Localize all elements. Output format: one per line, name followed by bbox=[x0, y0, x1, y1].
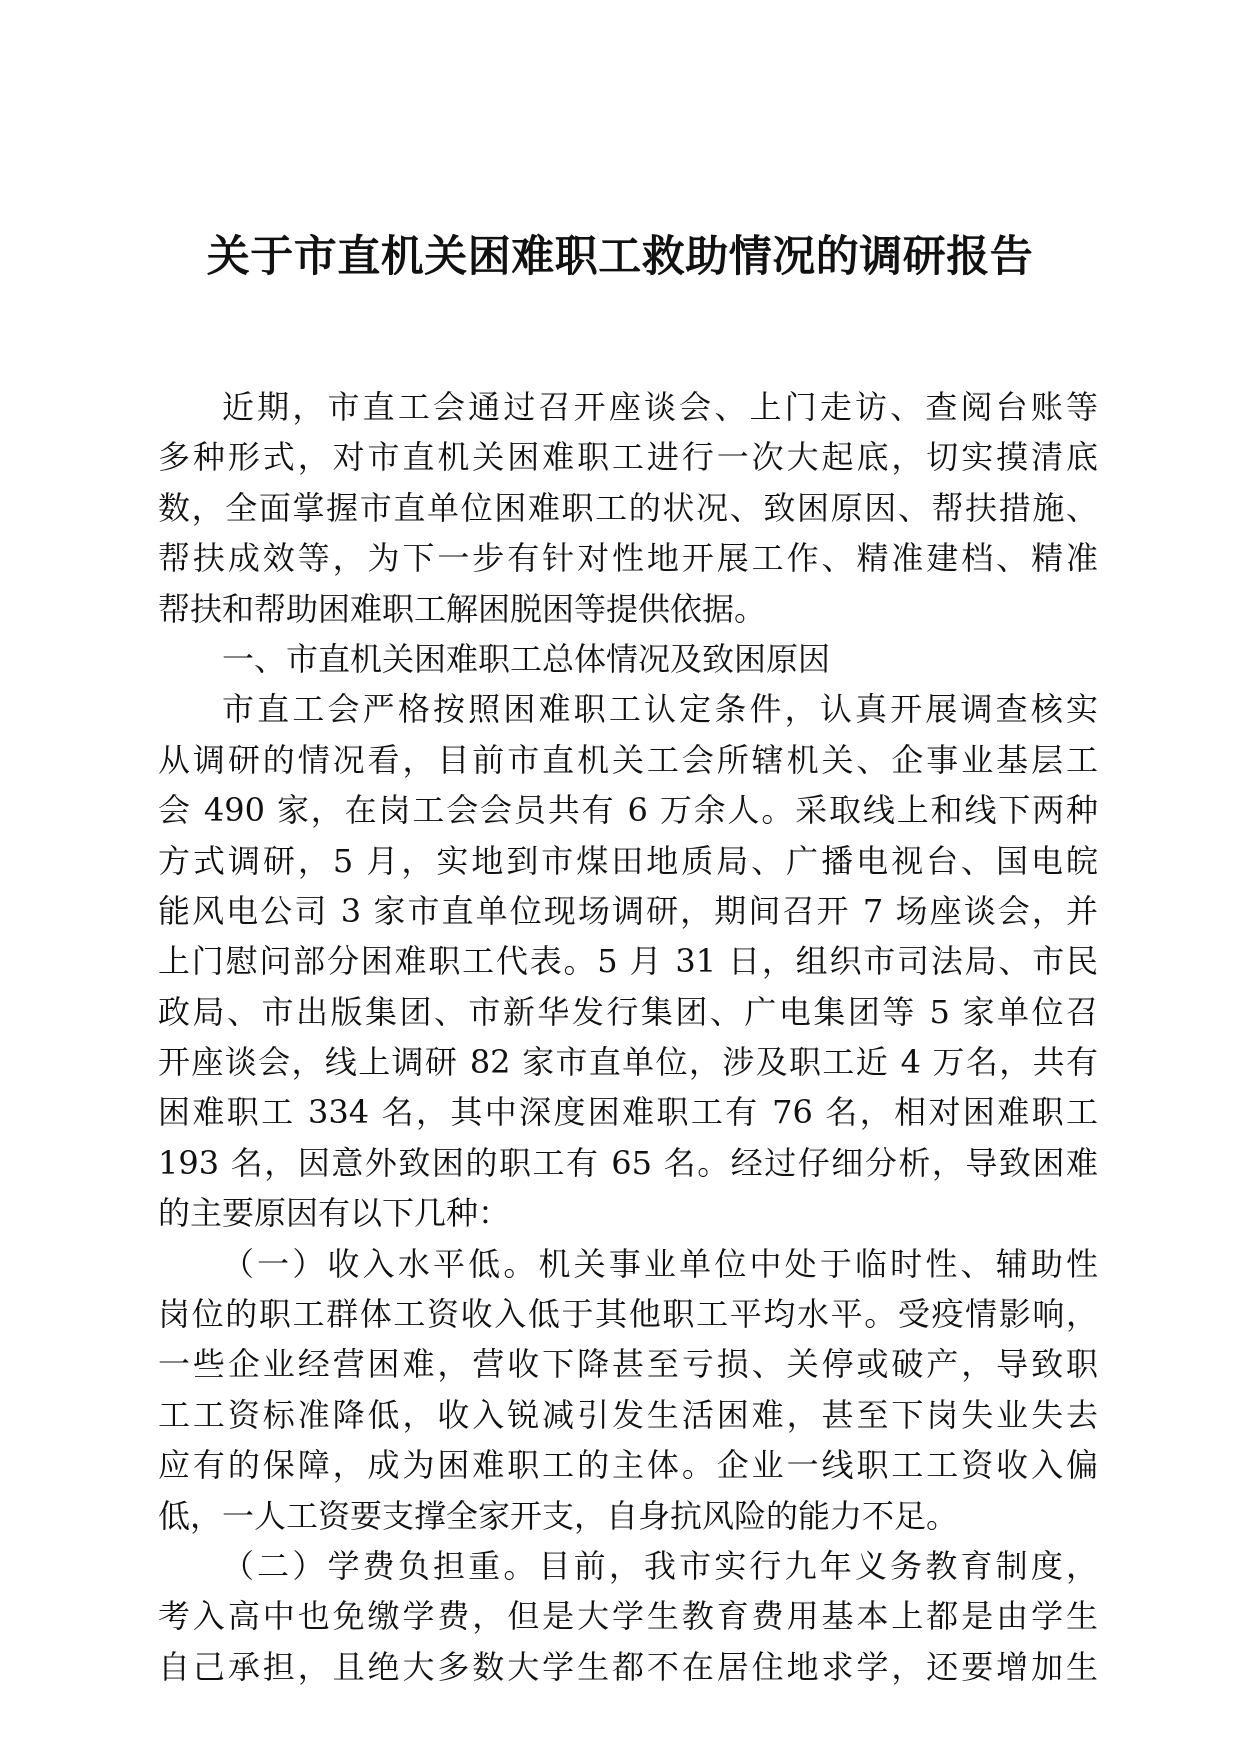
paragraph-line: 一些企业经营困难，营收下降甚至亏损、关停或破产，导致职 bbox=[158, 1345, 1098, 1384]
paragraph-line: 市直工会严格按照困难职工认定条件，认真开展调查核实 bbox=[222, 690, 1098, 729]
paragraph-line: 自己承担，且绝大多数大学生都不在居住地求学，还要增加生 bbox=[158, 1647, 1098, 1686]
paragraph-line: 岗位的职工群体工资收入低于其他职工平均水平。受疫情影响， bbox=[158, 1295, 1098, 1334]
paragraph-line: 近期，市直工会通过召开座谈会、上门走访、查阅台账等 bbox=[222, 388, 1098, 426]
paragraph-line: 帮扶和帮助困难职工解困脱困等提供依据。 bbox=[158, 589, 767, 628]
paragraph-line: 从调研的情况看，目前市直机关工会所辖机关、企事业基层工 bbox=[158, 740, 1098, 779]
paragraph-line: 考入高中也免缴学费，但是大学生教育费用基本上都是由学生 bbox=[158, 1597, 1098, 1636]
paragraph-line: 帮扶成效等，为下一步有针对性地开展工作、精准建档、精准 bbox=[158, 539, 1098, 578]
paragraph-line: 的主要原因有以下几种： bbox=[158, 1194, 511, 1233]
paragraph-line: （二）学费负担重。目前，我市实行九年义务教育制度， bbox=[222, 1546, 1098, 1585]
section-heading: 一、市直机关困难职工总体情况及致困原因 bbox=[222, 639, 831, 678]
paragraph-line: 能风电公司 3 家市直单位现场调研，期间召开 7 场座谈会，并 bbox=[158, 891, 1098, 930]
paragraph-line: 数，全面掌握市直单位困难职工的状况、致困原因、帮扶措施、 bbox=[158, 488, 1098, 527]
paragraph-line: 应有的保障，成为困难职工的主体。企业一线职工工资收入偏 bbox=[158, 1446, 1098, 1485]
paragraph-line: 会 490 家，在岗工会会员共有 6 万余人。采取线上和线下两种 bbox=[158, 791, 1098, 830]
paragraph-line: 政局、市出版集团、市新华发行集团、广电集团等 5 家单位召 bbox=[158, 992, 1098, 1031]
paragraph-line: 193 名，因意外致困的职工有 65 名。经过仔细分析，导致困难 bbox=[158, 1143, 1098, 1182]
document-body bbox=[158, 382, 1098, 1692]
paragraph-line: 多种形式，对市直机关困难职工进行一次大起底，切实摸清底 bbox=[158, 438, 1098, 477]
paragraph-line: 低，一人工资要支撑全家开支，自身抗风险的能力不足。 bbox=[158, 1496, 959, 1535]
paragraph-line: （一）收入水平低。机关事业单位中处于临时性、辅助性 bbox=[222, 1244, 1098, 1283]
paragraph-line: 困难职工 334 名，其中深度困难职工有 76 名，相对困难职工 bbox=[158, 1093, 1098, 1132]
paragraph-line: 上门慰问部分困难职工代表。5 月 31 日，组织市司法局、市民 bbox=[158, 942, 1098, 981]
paragraph-line: 工工资标准降低，收入锐减引发生活困难，甚至下岗失业失去 bbox=[158, 1395, 1098, 1434]
paragraph-line: 开座谈会，线上调研 82 家市直单位，涉及职工近 4 万名，共有 bbox=[158, 1043, 1098, 1082]
document-title: 关于市直机关困难职工救助情况的调研报告 bbox=[206, 232, 1034, 282]
paragraph-line: 方式调研，5 月，实地到市煤田地质局、广播电视台、国电皖 bbox=[158, 841, 1098, 880]
